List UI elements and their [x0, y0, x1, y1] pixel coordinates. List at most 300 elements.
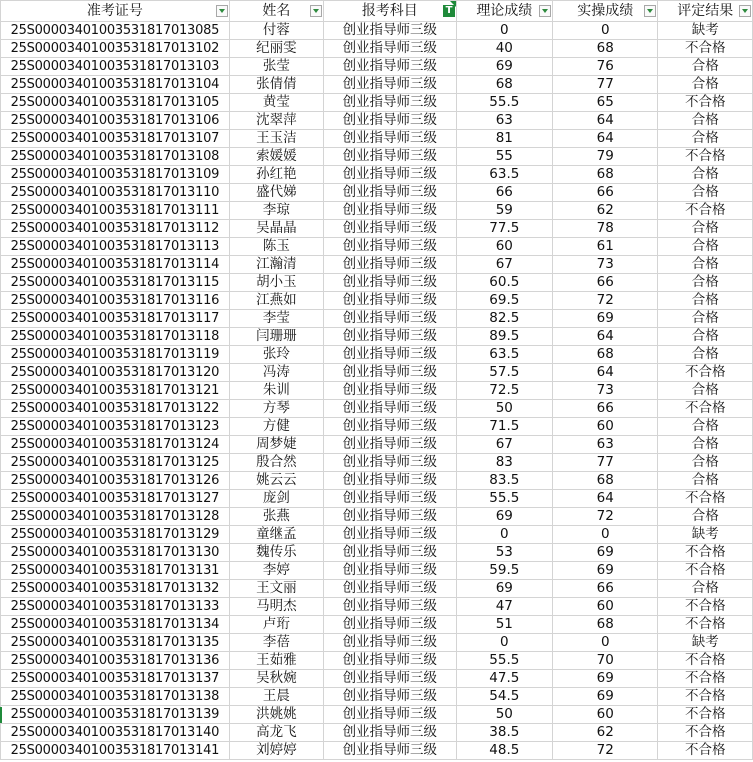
cell-name[interactable]: 付蓉: [229, 22, 323, 40]
cell-result[interactable]: 不合格: [658, 706, 753, 724]
cell-theory-score[interactable]: 83.5: [456, 472, 552, 490]
cell-exam-id[interactable]: 25S00003401003531817013110: [1, 184, 230, 202]
cell-subject[interactable]: 创业指导师三级: [324, 184, 457, 202]
cell-result[interactable]: 合格: [658, 508, 753, 526]
cell-exam-id[interactable]: 25S00003401003531817013134: [1, 616, 230, 634]
cell-result[interactable]: 合格: [658, 130, 753, 148]
cell-subject[interactable]: 创业指导师三级: [324, 256, 457, 274]
cell-name[interactable]: 纪丽雯: [229, 40, 323, 58]
cell-exam-id[interactable]: 25S00003401003531817013107: [1, 130, 230, 148]
header-label: 理论成绩: [476, 3, 533, 19]
cell-subject[interactable]: 创业指导师三级: [324, 238, 457, 256]
cell-theory-score[interactable]: 83: [456, 454, 552, 472]
cell-name[interactable]: 黄莹: [229, 94, 323, 112]
table-row: [1, 688, 753, 706]
cell-result[interactable]: 合格: [658, 346, 753, 364]
cell-practical-score[interactable]: 62: [553, 202, 658, 220]
cell-theory-score[interactable]: 60.5: [456, 274, 552, 292]
header-label: 实操成绩: [577, 3, 634, 19]
cell-practical-score[interactable]: 64: [553, 364, 658, 382]
cell-name[interactable]: 张倩倩: [229, 76, 323, 94]
cell-exam-id[interactable]: 25S00003401003531817013130: [1, 544, 230, 562]
cell-name[interactable]: 陈玉: [229, 238, 323, 256]
cell-exam-id[interactable]: 25S00003401003531817013119: [1, 346, 230, 364]
cell-practical-score[interactable]: 72: [553, 742, 658, 760]
cell-exam-id[interactable]: 25S00003401003531817013105: [1, 94, 230, 112]
cell-result[interactable]: 不合格: [658, 562, 753, 580]
cell-subject[interactable]: 创业指导师三级: [324, 202, 457, 220]
cell-result[interactable]: 不合格: [658, 652, 753, 670]
cell-practical-score[interactable]: 68: [553, 616, 658, 634]
cell-practical-score[interactable]: 73: [553, 382, 658, 400]
cell-subject[interactable]: 创业指导师三级: [324, 166, 457, 184]
cell-result[interactable]: 不合格: [658, 670, 753, 688]
cell-exam-id[interactable]: 25S00003401003531817013136: [1, 652, 230, 670]
cell-exam-id[interactable]: 25S00003401003531817013137: [1, 670, 230, 688]
table-row: [1, 94, 753, 112]
row-selection-marker: [0, 707, 2, 723]
cell-practical-score[interactable]: 64: [553, 328, 658, 346]
cell-theory-score[interactable]: 0: [456, 22, 552, 40]
cell-theory-score[interactable]: 77.5: [456, 220, 552, 238]
cell-subject[interactable]: 创业指导师三级: [324, 526, 457, 544]
cell-subject[interactable]: 创业指导师三级: [324, 436, 457, 454]
header-cell-practical-score[interactable]: [553, 1, 658, 22]
cell-name[interactable]: 吴秋婉: [229, 670, 323, 688]
table-row: [1, 418, 753, 436]
cell-name[interactable]: 张燕: [229, 508, 323, 526]
cell-name[interactable]: 孙红艳: [229, 166, 323, 184]
table-row: [1, 238, 753, 256]
header-label: 报考科目: [361, 3, 418, 19]
cell-result[interactable]: 不合格: [658, 94, 753, 112]
table-row: [1, 454, 753, 472]
cell-result[interactable]: 合格: [658, 238, 753, 256]
cell-theory-score[interactable]: 50: [456, 400, 552, 418]
cell-practical-score[interactable]: 76: [553, 58, 658, 76]
cell-practical-score[interactable]: 62: [553, 724, 658, 742]
cell-practical-score[interactable]: 72: [553, 508, 658, 526]
cell-subject[interactable]: 创业指导师三级: [324, 580, 457, 598]
cell-subject[interactable]: 创业指导师三级: [324, 58, 457, 76]
cell-result[interactable]: 合格: [658, 328, 753, 346]
cell-subject[interactable]: 创业指导师三级: [324, 634, 457, 652]
cell-name[interactable]: 庞剑: [229, 490, 323, 508]
table-row: [1, 526, 753, 544]
table-row: [1, 328, 753, 346]
cell-result[interactable]: 合格: [658, 382, 753, 400]
cell-theory-score[interactable]: 60: [456, 238, 552, 256]
table-row: [1, 508, 753, 526]
cell-result[interactable]: 合格: [658, 472, 753, 490]
cell-practical-score[interactable]: 66: [553, 274, 658, 292]
cell-theory-score[interactable]: 0: [456, 526, 552, 544]
cell-subject[interactable]: 创业指导师三级: [324, 22, 457, 40]
cell-theory-score[interactable]: 63.5: [456, 166, 552, 184]
cell-subject[interactable]: 创业指导师三级: [324, 382, 457, 400]
cell-name[interactable]: 江燕如: [229, 292, 323, 310]
grid-body: [1, 22, 753, 760]
cell-result[interactable]: 不合格: [658, 724, 753, 742]
cell-result[interactable]: 合格: [658, 58, 753, 76]
cell-name[interactable]: 魏传乐: [229, 544, 323, 562]
cell-result[interactable]: 不合格: [658, 616, 753, 634]
cell-subject[interactable]: 创业指导师三级: [324, 328, 457, 346]
cell-result[interactable]: 合格: [658, 76, 753, 94]
cell-theory-score[interactable]: 59: [456, 202, 552, 220]
cell-practical-score[interactable]: 63: [553, 436, 658, 454]
cell-theory-score[interactable]: 47.5: [456, 670, 552, 688]
table-row: [1, 292, 753, 310]
cell-subject[interactable]: 创业指导师三级: [324, 598, 457, 616]
cell-exam-id[interactable]: 25S00003401003531817013126: [1, 472, 230, 490]
cell-theory-score[interactable]: 67: [456, 436, 552, 454]
cell-result[interactable]: 不合格: [658, 742, 753, 760]
cell-exam-id[interactable]: 25S00003401003531817013125: [1, 454, 230, 472]
cell-practical-score[interactable]: 0: [553, 22, 658, 40]
cell-exam-id[interactable]: 25S00003401003531817013115: [1, 274, 230, 292]
cell-theory-score[interactable]: 68: [456, 76, 552, 94]
cell-practical-score[interactable]: 77: [553, 76, 658, 94]
cell-name[interactable]: 方琴: [229, 400, 323, 418]
cell-subject[interactable]: 创业指导师三级: [324, 400, 457, 418]
cell-exam-id[interactable]: 25S00003401003531817013139: [1, 706, 230, 724]
cell-name[interactable]: 殷合然: [229, 454, 323, 472]
cell-exam-id[interactable]: 25S00003401003531817013140: [1, 724, 230, 742]
cell-theory-score[interactable]: 89.5: [456, 328, 552, 346]
table-row: [1, 58, 753, 76]
cell-exam-id[interactable]: 25S00003401003531817013141: [1, 742, 230, 760]
cell-name[interactable]: 刘婷婷: [229, 742, 323, 760]
cell-practical-score[interactable]: 69: [553, 670, 658, 688]
cell-practical-score[interactable]: 69: [553, 544, 658, 562]
cell-name[interactable]: 吴晶晶: [229, 220, 323, 238]
cell-name[interactable]: 闫珊珊: [229, 328, 323, 346]
cell-subject[interactable]: 创业指导师三级: [324, 220, 457, 238]
cell-subject[interactable]: 创业指导师三级: [324, 130, 457, 148]
cell-subject[interactable]: 创业指导师三级: [324, 562, 457, 580]
cell-practical-score[interactable]: 60: [553, 706, 658, 724]
cell-practical-score[interactable]: 0: [553, 634, 658, 652]
cell-practical-score[interactable]: 70: [553, 652, 658, 670]
cell-name[interactable]: 朱训: [229, 382, 323, 400]
cell-name[interactable]: 王玉洁: [229, 130, 323, 148]
cell-subject[interactable]: 创业指导师三级: [324, 76, 457, 94]
cell-theory-score[interactable]: 69: [456, 580, 552, 598]
cell-result[interactable]: 合格: [658, 184, 753, 202]
cell-theory-score[interactable]: 38.5: [456, 724, 552, 742]
cell-theory-score[interactable]: 50: [456, 706, 552, 724]
cell-practical-score[interactable]: 68: [553, 472, 658, 490]
cell-subject[interactable]: 创业指导师三级: [324, 310, 457, 328]
cell-name[interactable]: 洪姚姚: [229, 706, 323, 724]
table-row: [1, 562, 753, 580]
cell-practical-score[interactable]: 77: [553, 454, 658, 472]
cell-exam-id[interactable]: 25S00003401003531817013123: [1, 418, 230, 436]
cell-exam-id[interactable]: 25S00003401003531817013133: [1, 598, 230, 616]
cell-subject[interactable]: 创业指导师三级: [324, 346, 457, 364]
table-row: [1, 436, 753, 454]
table-row: [1, 580, 753, 598]
cell-theory-score[interactable]: 69: [456, 58, 552, 76]
cell-theory-score[interactable]: 59.5: [456, 562, 552, 580]
header-cell-name[interactable]: [229, 1, 323, 22]
cell-practical-score[interactable]: 72: [553, 292, 658, 310]
cell-result[interactable]: 不合格: [658, 364, 753, 382]
cell-subject[interactable]: 创业指导师三级: [324, 94, 457, 112]
cell-result[interactable]: 缺考: [658, 634, 753, 652]
cell-name[interactable]: 李琼: [229, 202, 323, 220]
cell-result[interactable]: 不合格: [658, 688, 753, 706]
cell-result[interactable]: 合格: [658, 220, 753, 238]
cell-subject[interactable]: 创业指导师三级: [324, 688, 457, 706]
cell-practical-score[interactable]: 65: [553, 94, 658, 112]
cell-exam-id[interactable]: 25S00003401003531817013109: [1, 166, 230, 184]
cell-result[interactable]: 不合格: [658, 598, 753, 616]
cell-practical-score[interactable]: 68: [553, 346, 658, 364]
header-label: 准考证号: [86, 3, 143, 19]
cell-exam-id[interactable]: 25S00003401003531817013118: [1, 328, 230, 346]
cell-subject[interactable]: 创业指导师三级: [324, 292, 457, 310]
cell-exam-id[interactable]: 25S00003401003531817013111: [1, 202, 230, 220]
cell-name[interactable]: 冯涛: [229, 364, 323, 382]
cell-subject[interactable]: 创业指导师三级: [324, 508, 457, 526]
cell-practical-score[interactable]: 69: [553, 310, 658, 328]
cell-exam-id[interactable]: 25S00003401003531817013127: [1, 490, 230, 508]
cell-result[interactable]: 不合格: [658, 544, 753, 562]
cell-exam-id[interactable]: 25S00003401003531817013138: [1, 688, 230, 706]
header-cell-exam-id[interactable]: [1, 1, 230, 22]
cell-name[interactable]: 王晨: [229, 688, 323, 706]
cell-subject[interactable]: 创业指导师三级: [324, 274, 457, 292]
cell-name[interactable]: 李婷: [229, 562, 323, 580]
cell-subject[interactable]: 创业指导师三级: [324, 472, 457, 490]
header-cell-subject[interactable]: [324, 1, 457, 22]
cell-exam-id[interactable]: 25S00003401003531817013122: [1, 400, 230, 418]
table-row: [1, 274, 753, 292]
cell-theory-score[interactable]: 51: [456, 616, 552, 634]
cell-name[interactable]: 张玲: [229, 346, 323, 364]
cell-exam-id[interactable]: 25S00003401003531817013132: [1, 580, 230, 598]
cell-result[interactable]: 合格: [658, 310, 753, 328]
cell-name[interactable]: 索媛媛: [229, 148, 323, 166]
cell-name[interactable]: 张莹: [229, 58, 323, 76]
cell-exam-id[interactable]: 25S00003401003531817013112: [1, 220, 230, 238]
cell-practical-score[interactable]: 64: [553, 112, 658, 130]
cell-practical-score[interactable]: 73: [553, 256, 658, 274]
cell-exam-id[interactable]: 25S00003401003531817013135: [1, 634, 230, 652]
cell-subject[interactable]: 创业指导师三级: [324, 112, 457, 130]
cell-practical-score[interactable]: 68: [553, 166, 658, 184]
table-row: [1, 202, 753, 220]
table-row: [1, 40, 753, 58]
cell-name[interactable]: 李蓓: [229, 634, 323, 652]
cell-practical-score[interactable]: 69: [553, 688, 658, 706]
cell-practical-score[interactable]: 60: [553, 418, 658, 436]
cell-name[interactable]: 高龙飞: [229, 724, 323, 742]
cell-practical-score[interactable]: 68: [553, 40, 658, 58]
cell-theory-score[interactable]: 69: [456, 508, 552, 526]
cell-subject[interactable]: 创业指导师三级: [324, 742, 457, 760]
table-row: [1, 148, 753, 166]
cell-exam-id[interactable]: 25S00003401003531817013104: [1, 76, 230, 94]
cell-theory-score[interactable]: 69.5: [456, 292, 552, 310]
cell-subject[interactable]: 创业指导师三级: [324, 364, 457, 382]
cell-theory-score[interactable]: 55: [456, 148, 552, 166]
cell-name[interactable]: 沈翠萍: [229, 112, 323, 130]
table-row: [1, 616, 753, 634]
cell-result[interactable]: 缺考: [658, 526, 753, 544]
cell-theory-score[interactable]: 47: [456, 598, 552, 616]
cell-result[interactable]: 不合格: [658, 202, 753, 220]
cell-name[interactable]: 方健: [229, 418, 323, 436]
cell-exam-id[interactable]: 25S00003401003531817013102: [1, 40, 230, 58]
cell-practical-score[interactable]: 64: [553, 490, 658, 508]
cell-theory-score[interactable]: 55.5: [456, 652, 552, 670]
cell-subject[interactable]: 创业指导师三级: [324, 40, 457, 58]
cell-theory-score[interactable]: 48.5: [456, 742, 552, 760]
cell-exam-id[interactable]: 25S00003401003531817013085: [1, 22, 230, 40]
comment-indicator-icon: [450, 1, 456, 7]
cell-practical-score[interactable]: 64: [553, 130, 658, 148]
cell-theory-score[interactable]: 63.5: [456, 346, 552, 364]
cell-practical-score[interactable]: 60: [553, 598, 658, 616]
cell-subject[interactable]: 创业指导师三级: [324, 724, 457, 742]
cell-name[interactable]: 卢珩: [229, 616, 323, 634]
cell-theory-score[interactable]: 72.5: [456, 382, 552, 400]
cell-exam-id[interactable]: 25S00003401003531817013128: [1, 508, 230, 526]
cell-theory-score[interactable]: 63: [456, 112, 552, 130]
cell-result[interactable]: 不合格: [658, 40, 753, 58]
cell-result[interactable]: 不合格: [658, 400, 753, 418]
cell-subject[interactable]: 创业指导师三级: [324, 418, 457, 436]
cell-result[interactable]: 合格: [658, 454, 753, 472]
table-row: [1, 598, 753, 616]
header-cell-result[interactable]: [658, 1, 753, 22]
cell-theory-score[interactable]: 55.5: [456, 490, 552, 508]
table-row: [1, 76, 753, 94]
cell-practical-score[interactable]: 61: [553, 238, 658, 256]
cell-theory-score[interactable]: 53: [456, 544, 552, 562]
cell-name[interactable]: 童继孟: [229, 526, 323, 544]
cell-result[interactable]: 合格: [658, 274, 753, 292]
cell-result[interactable]: 缺考: [658, 22, 753, 40]
cell-exam-id[interactable]: 25S00003401003531817013121: [1, 382, 230, 400]
cell-theory-score[interactable]: 66: [456, 184, 552, 202]
cell-name[interactable]: 周梦婕: [229, 436, 323, 454]
table-row: [1, 364, 753, 382]
cell-exam-id[interactable]: 25S00003401003531817013113: [1, 238, 230, 256]
table-row: [1, 742, 753, 760]
table-row: [1, 346, 753, 364]
cell-exam-id[interactable]: 25S00003401003531817013124: [1, 436, 230, 454]
cell-result[interactable]: 合格: [658, 292, 753, 310]
cell-name[interactable]: 盛代娣: [229, 184, 323, 202]
table-row: [1, 652, 753, 670]
cell-practical-score[interactable]: 69: [553, 562, 658, 580]
cell-theory-score[interactable]: 55.5: [456, 94, 552, 112]
table-row: [1, 706, 753, 724]
filter-dropdown-icon[interactable]: [539, 5, 551, 17]
cell-subject[interactable]: 创业指导师三级: [324, 670, 457, 688]
cell-exam-id[interactable]: 25S00003401003531817013120: [1, 364, 230, 382]
table-row: [1, 634, 753, 652]
cell-subject[interactable]: 创业指导师三级: [324, 544, 457, 562]
cell-exam-id[interactable]: 25S00003401003531817013131: [1, 562, 230, 580]
cell-result[interactable]: 合格: [658, 256, 753, 274]
cell-practical-score[interactable]: 66: [553, 184, 658, 202]
cell-exam-id[interactable]: 25S00003401003531817013114: [1, 256, 230, 274]
cell-subject[interactable]: 创业指导师三级: [324, 652, 457, 670]
table-row: [1, 220, 753, 238]
cell-result[interactable]: 合格: [658, 436, 753, 454]
table-row: [1, 22, 753, 40]
cell-exam-id[interactable]: 25S00003401003531817013108: [1, 148, 230, 166]
filter-dropdown-icon[interactable]: [310, 5, 322, 17]
cell-practical-score[interactable]: 66: [553, 580, 658, 598]
table-row: [1, 472, 753, 490]
cell-name[interactable]: 马明杰: [229, 598, 323, 616]
header-cell-theory-score[interactable]: [456, 1, 552, 22]
cell-result[interactable]: 合格: [658, 166, 753, 184]
cell-name[interactable]: 江瀚清: [229, 256, 323, 274]
cell-theory-score[interactable]: 81: [456, 130, 552, 148]
cell-subject[interactable]: 创业指导师三级: [324, 616, 457, 634]
cell-theory-score[interactable]: 40: [456, 40, 552, 58]
table-row: [1, 166, 753, 184]
cell-exam-id[interactable]: 25S00003401003531817013116: [1, 292, 230, 310]
filter-dropdown-icon[interactable]: [644, 5, 656, 17]
cell-theory-score[interactable]: 82.5: [456, 310, 552, 328]
cell-exam-id[interactable]: 25S00003401003531817013129: [1, 526, 230, 544]
cell-result[interactable]: 不合格: [658, 148, 753, 166]
table-row: [1, 130, 753, 148]
cell-name[interactable]: 王茹雅: [229, 652, 323, 670]
table-row: [1, 112, 753, 130]
cell-exam-id[interactable]: 25S00003401003531817013106: [1, 112, 230, 130]
cell-theory-score[interactable]: 71.5: [456, 418, 552, 436]
cell-subject[interactable]: 创业指导师三级: [324, 148, 457, 166]
cell-theory-score[interactable]: 54.5: [456, 688, 552, 706]
cell-subject[interactable]: 创业指导师三级: [324, 454, 457, 472]
cell-result[interactable]: 不合格: [658, 490, 753, 508]
table-row: [1, 724, 753, 742]
cell-subject[interactable]: 创业指导师三级: [324, 490, 457, 508]
cell-theory-score[interactable]: 0: [456, 634, 552, 652]
cell-theory-score[interactable]: 67: [456, 256, 552, 274]
cell-name[interactable]: 李莹: [229, 310, 323, 328]
cell-practical-score[interactable]: 66: [553, 400, 658, 418]
cell-exam-id[interactable]: 25S00003401003531817013117: [1, 310, 230, 328]
cell-practical-score[interactable]: 78: [553, 220, 658, 238]
cell-result[interactable]: 合格: [658, 418, 753, 436]
cell-practical-score[interactable]: 79: [553, 148, 658, 166]
header-row: [1, 1, 753, 22]
filter-dropdown-icon[interactable]: [739, 5, 751, 17]
cell-result[interactable]: 合格: [658, 112, 753, 130]
cell-subject[interactable]: 创业指导师三级: [324, 706, 457, 724]
cell-name[interactable]: 王文丽: [229, 580, 323, 598]
cell-name[interactable]: 姚云云: [229, 472, 323, 490]
cell-name[interactable]: 胡小玉: [229, 274, 323, 292]
table-row: [1, 544, 753, 562]
filter-dropdown-icon[interactable]: [216, 5, 228, 17]
header-label: 姓名: [262, 3, 291, 19]
cell-exam-id[interactable]: 25S00003401003531817013103: [1, 58, 230, 76]
cell-result[interactable]: 合格: [658, 580, 753, 598]
cell-theory-score[interactable]: 57.5: [456, 364, 552, 382]
cell-practical-score[interactable]: 0: [553, 526, 658, 544]
